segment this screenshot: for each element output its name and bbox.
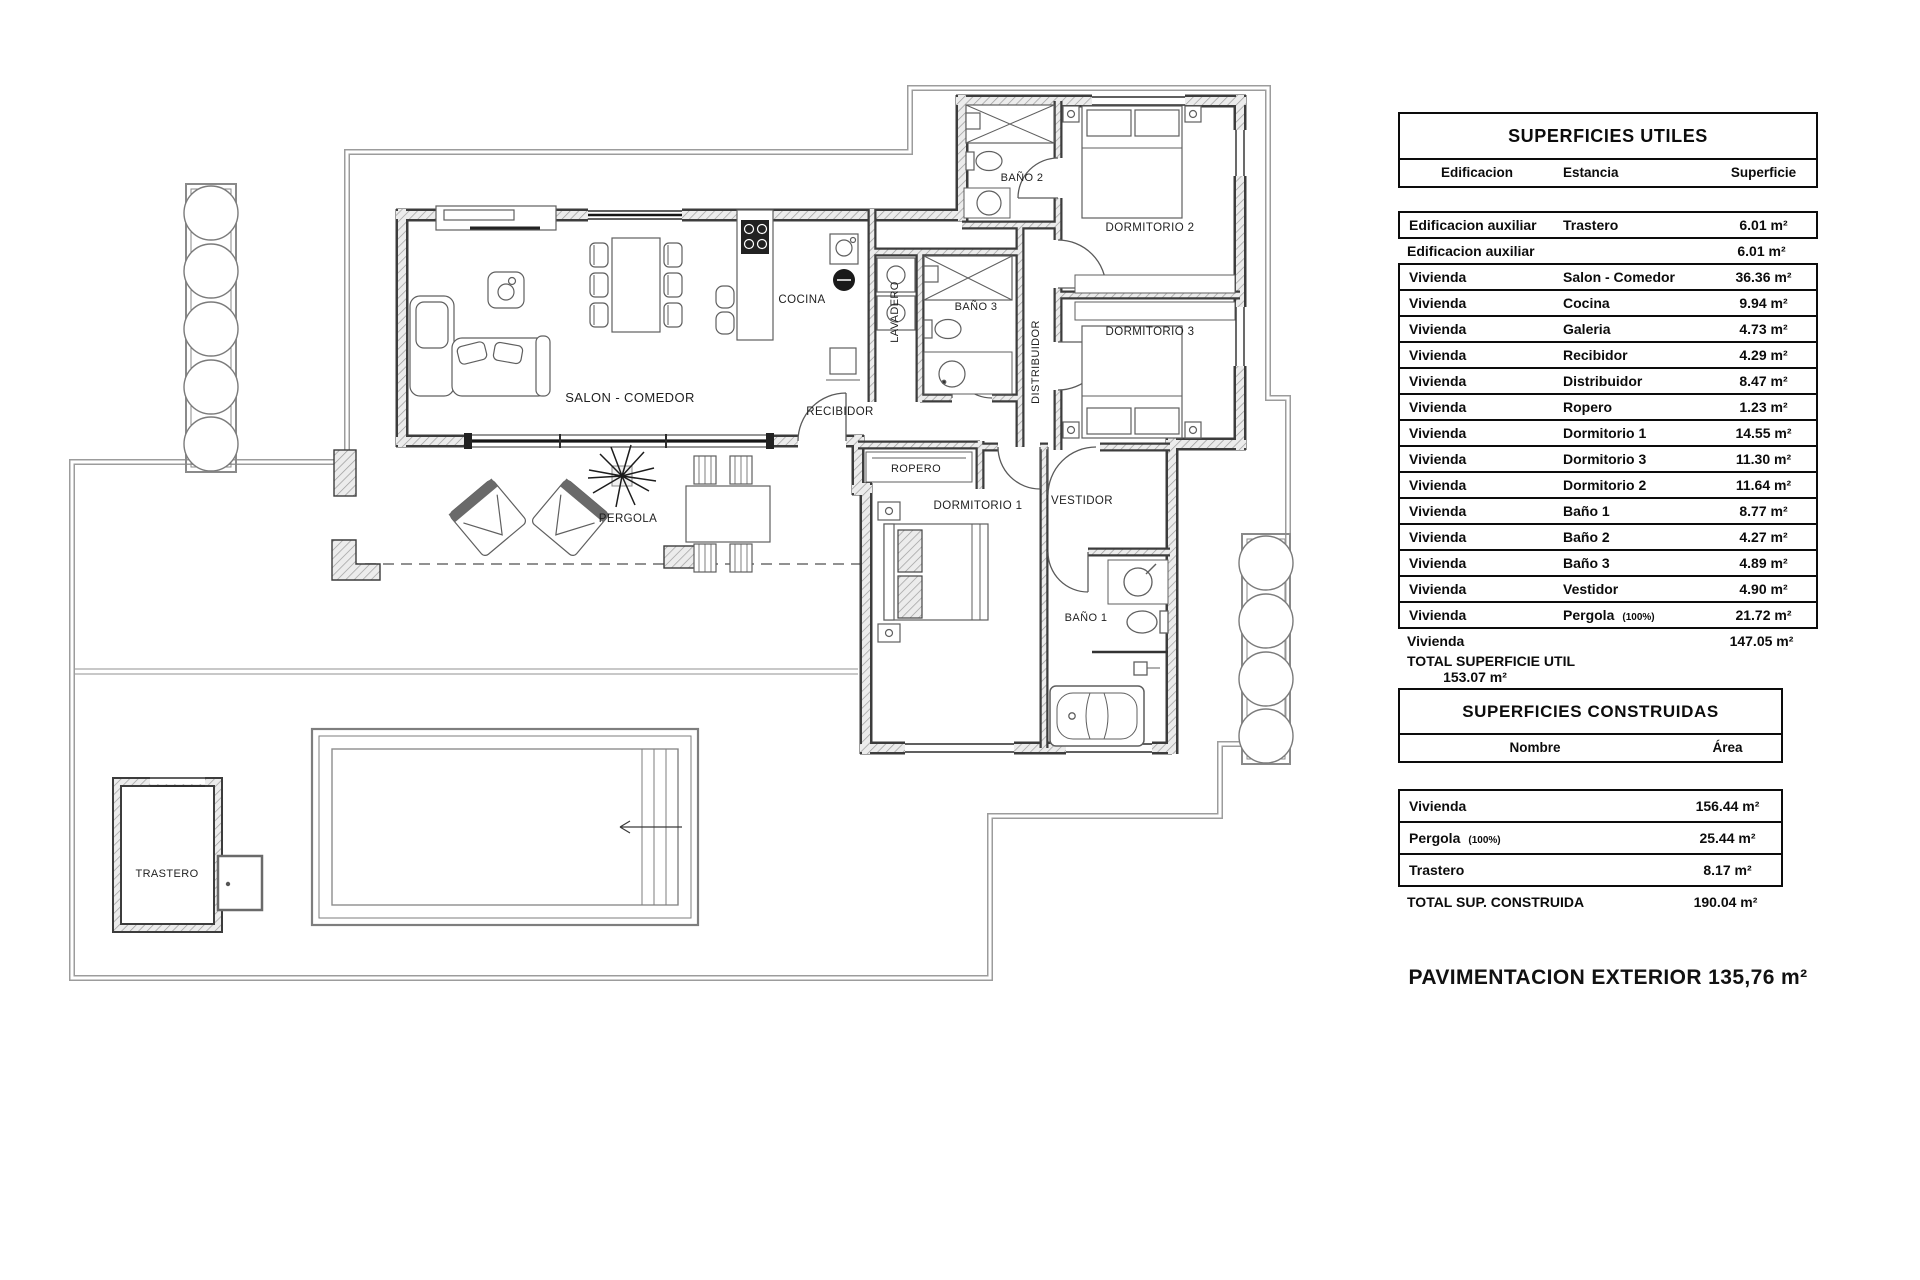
table-row — [1398, 575, 1818, 603]
cell-nota: (100%) — [1622, 612, 1655, 623]
table-cell-estancia: Recibidor — [1563, 347, 1628, 363]
superficies-utiles-title: SUPERFICIES UTILES — [1508, 126, 1708, 146]
table-cell-superficie: 6.01 m² — [1739, 217, 1788, 233]
table-cell-superficie: 21.72 m² — [1735, 607, 1792, 623]
tree-icon — [184, 302, 238, 356]
table-cell-edificacion: Vivienda — [1409, 399, 1467, 415]
table-cell-nombre: Vivienda — [1409, 798, 1467, 814]
room-label-pergola: PERGOLA — [598, 513, 658, 525]
table-cell-estancia: Galeria — [1563, 321, 1611, 337]
sofa-armrest — [536, 336, 550, 396]
table-cell-edificacion: Vivienda — [1409, 581, 1467, 597]
table-row — [1398, 393, 1818, 421]
column-header-estancia: Estancia — [1563, 165, 1619, 180]
table-cell-area: 8.17 m² — [1703, 862, 1752, 878]
room-label-salon: SALON - COMEDOR — [565, 390, 695, 405]
pillow — [1135, 408, 1179, 434]
table-row — [1398, 629, 1818, 653]
room-label-trastero: TRASTERO — [135, 868, 199, 880]
superficies-construidas-columns — [1400, 733, 1781, 761]
toilet — [966, 152, 974, 170]
table-cell-estancia: Baño 3 — [1563, 555, 1610, 571]
room-label-bano3: BAÑO 3 — [954, 301, 998, 313]
bano3-fixtures — [924, 256, 1012, 394]
table-row — [1398, 445, 1818, 473]
toilet — [1127, 611, 1157, 633]
table-cell-superficie: 11.64 m² — [1735, 477, 1792, 493]
table-row — [1398, 471, 1818, 499]
table-cell-superficie: 147.05 m² — [1729, 633, 1794, 649]
table-cell-edificacion: Vivienda — [1409, 295, 1467, 311]
room-label-ropero: ROPERO — [890, 463, 942, 475]
superficies-utiles-table — [1398, 112, 1818, 685]
table-cell-superficie: 9.94 m² — [1739, 295, 1788, 311]
superficies-utiles-columns — [1400, 158, 1816, 186]
pergola-area — [332, 445, 770, 580]
room-label-bano2: BAÑO 2 — [1000, 172, 1044, 184]
column-header-edificacion: Edificacion — [1440, 165, 1513, 180]
table-row — [1398, 549, 1818, 577]
tree-icon — [184, 417, 238, 471]
column-header-superficie: Superficie — [1730, 165, 1797, 180]
pillow — [898, 576, 922, 618]
outdoor-dining — [686, 456, 770, 572]
sink — [977, 191, 1001, 215]
tree-icon — [1239, 594, 1293, 648]
paving-edge — [75, 669, 858, 674]
superficies-utiles-rows — [1398, 211, 1818, 685]
hall-console — [830, 348, 856, 374]
table-cell-estancia: Ropero — [1563, 399, 1612, 415]
tree-icon — [184, 186, 238, 240]
room-label-cocina: COCINA — [778, 294, 826, 306]
table-cell-superficie: 8.47 m² — [1739, 373, 1788, 389]
wall-fixture — [1134, 662, 1147, 675]
table-cell-estancia: Cocina — [1563, 295, 1610, 311]
table-row — [1398, 263, 1818, 291]
superficies-construidas-rows — [1398, 789, 1783, 917]
table-cell-edificacion: Vivienda — [1409, 451, 1467, 467]
table-cell-edificacion: Vivienda — [1409, 373, 1467, 389]
stool — [716, 286, 734, 308]
table-cell-nombre: Pergola (100%) — [1409, 830, 1501, 846]
table-cell-edificacion: Edificacion auxiliar — [1409, 217, 1537, 233]
table-cell-edificacion: Vivienda — [1407, 633, 1465, 649]
table-row — [1398, 887, 1783, 917]
table-cell-estancia: Trastero — [1563, 217, 1619, 233]
table-row — [1398, 853, 1783, 887]
glazing-post — [464, 433, 472, 449]
superficies-construidas-table — [1398, 688, 1783, 917]
table-row — [1398, 653, 1818, 685]
table-cell-estancia: Vestidor — [1563, 581, 1619, 597]
room-label-dormitorio1: DORMITORIO 1 — [933, 500, 1023, 512]
tree-icon — [1239, 709, 1293, 763]
stool — [716, 312, 734, 334]
tree-icon — [184, 360, 238, 414]
table-cell-edificacion: Vivienda — [1409, 477, 1467, 493]
tree-icon — [1239, 652, 1293, 706]
tree-icon — [184, 244, 238, 298]
table-cell-estancia: Dormitorio 2 — [1563, 477, 1647, 493]
room-label-recibidor: RECIBIDOR — [806, 406, 874, 418]
table-row — [1398, 497, 1818, 525]
table-cell-nombre: Trastero — [1409, 862, 1465, 878]
table-row — [1398, 289, 1818, 317]
tree-icon — [1239, 536, 1293, 590]
table-cell-edificacion: Vivienda — [1409, 347, 1467, 363]
table-row — [1398, 419, 1818, 447]
room-label-vestidor: VESTIDOR — [1051, 495, 1113, 507]
table-cell-superficie: 6.01 m² — [1737, 243, 1786, 259]
table-cell-superficie: 36.36 m² — [1735, 269, 1792, 285]
table-cell-area: 190.04 m² — [1693, 894, 1758, 910]
table-cell-superficie: 153.07 m² — [1443, 669, 1507, 685]
table-cell-estancia: Baño 2 — [1563, 529, 1610, 545]
table-cell-superficie: 4.29 m² — [1739, 347, 1788, 363]
pillow — [1135, 110, 1179, 136]
dormitorio3-furniture — [1063, 326, 1201, 438]
lounge-chairs — [449, 479, 610, 558]
superficies-construidas-header — [1398, 688, 1783, 763]
superficies-construidas-title: SUPERFICIES CONSTRUIDAS — [1462, 702, 1719, 721]
table-cell-superficie: 11.30 m² — [1735, 451, 1792, 467]
pillow — [898, 530, 922, 572]
pillow — [1087, 408, 1131, 434]
table-cell-nombre: TOTAL SUP. CONSTRUIDA — [1407, 894, 1585, 910]
table-row — [1398, 523, 1818, 551]
column-header-nombre: Nombre — [1509, 740, 1561, 755]
table-cell-edificacion: TOTAL SUPERFICIE UTIL — [1407, 653, 1576, 669]
trastero-building — [117, 778, 262, 928]
trastero-annex — [218, 856, 262, 910]
pillow — [1087, 110, 1131, 136]
table-cell-edificacion: Vivienda — [1409, 321, 1467, 337]
room-label-distribuidor: DISTRIBUIDOR — [1030, 320, 1042, 404]
table-cell-estancia: Dormitorio 1 — [1563, 425, 1647, 441]
room-label-dormitorio3: DORMITORIO 3 — [1105, 326, 1195, 338]
table-row — [1398, 341, 1818, 369]
table-row — [1398, 601, 1818, 629]
table-row — [1398, 789, 1783, 823]
glazing-post — [766, 433, 774, 449]
pool — [312, 729, 698, 925]
table-row — [1398, 211, 1818, 239]
dormitorio1-door — [998, 447, 1040, 489]
cell-nota: (100%) — [1468, 835, 1501, 846]
table-row — [1398, 367, 1818, 395]
table-cell-edificacion: Vivienda — [1409, 503, 1467, 519]
table-cell-estancia: Distribuidor — [1563, 373, 1643, 389]
bano1-door — [1048, 552, 1088, 592]
column-header-area: Área — [1712, 740, 1743, 755]
table-cell-superficie: 8.77 m² — [1739, 503, 1788, 519]
table-cell-superficie: 4.90 m² — [1739, 581, 1788, 597]
table-cell-superficie: 4.73 m² — [1739, 321, 1788, 337]
table-cell-superficie: 4.89 m² — [1739, 555, 1788, 571]
dining-table — [612, 238, 660, 332]
table-cell-superficie: 1.23 m² — [1739, 399, 1788, 415]
table-row — [1398, 315, 1818, 343]
table-cell-superficie: 4.27 m² — [1739, 529, 1788, 545]
plant-icon — [588, 445, 656, 507]
table-cell-area: 25.44 m² — [1699, 830, 1756, 846]
windows — [130, 97, 1244, 786]
table-cell-estancia: Dormitorio 3 — [1563, 451, 1647, 467]
table-cell-area: 156.44 m² — [1695, 798, 1760, 814]
dormitorio2-furniture — [1063, 106, 1201, 218]
table-cell-edificacion: Vivienda — [1409, 529, 1467, 545]
table-cell-edificacion: Edificacion auxiliar — [1407, 243, 1535, 259]
superficies-utiles-header — [1398, 112, 1818, 188]
left-trees — [184, 186, 238, 471]
room-label-bano1: BAÑO 1 — [1064, 612, 1108, 624]
table-cell-edificacion: Vivienda — [1409, 607, 1467, 623]
room-label-dormitorio2: DORMITORIO 2 — [1105, 222, 1195, 234]
dormitorio1-furniture — [878, 502, 988, 642]
outdoor-table — [686, 486, 770, 542]
table-cell-edificacion: Vivienda — [1409, 269, 1467, 285]
table-cell-estancia: Salon - Comedor — [1563, 269, 1676, 285]
table-cell-edificacion: Vivienda — [1409, 425, 1467, 441]
table-row — [1398, 239, 1818, 263]
table-cell-estancia: Pergola (100%) — [1563, 607, 1655, 623]
table-cell-superficie: 14.55 m² — [1735, 425, 1792, 441]
pool-arrow-icon — [620, 821, 682, 833]
table-cell-estancia: Baño 1 — [1563, 503, 1610, 519]
vestidor-door — [1048, 447, 1096, 495]
room-label-lavadero: LAVADERO — [889, 281, 901, 343]
tv — [444, 210, 514, 220]
table-cell-edificacion: Vivienda — [1409, 555, 1467, 571]
pavimentacion-note: PAVIMENTACION EXTERIOR 135,76 m² — [1408, 966, 1808, 989]
toilet — [924, 320, 932, 338]
table-row — [1398, 821, 1783, 855]
